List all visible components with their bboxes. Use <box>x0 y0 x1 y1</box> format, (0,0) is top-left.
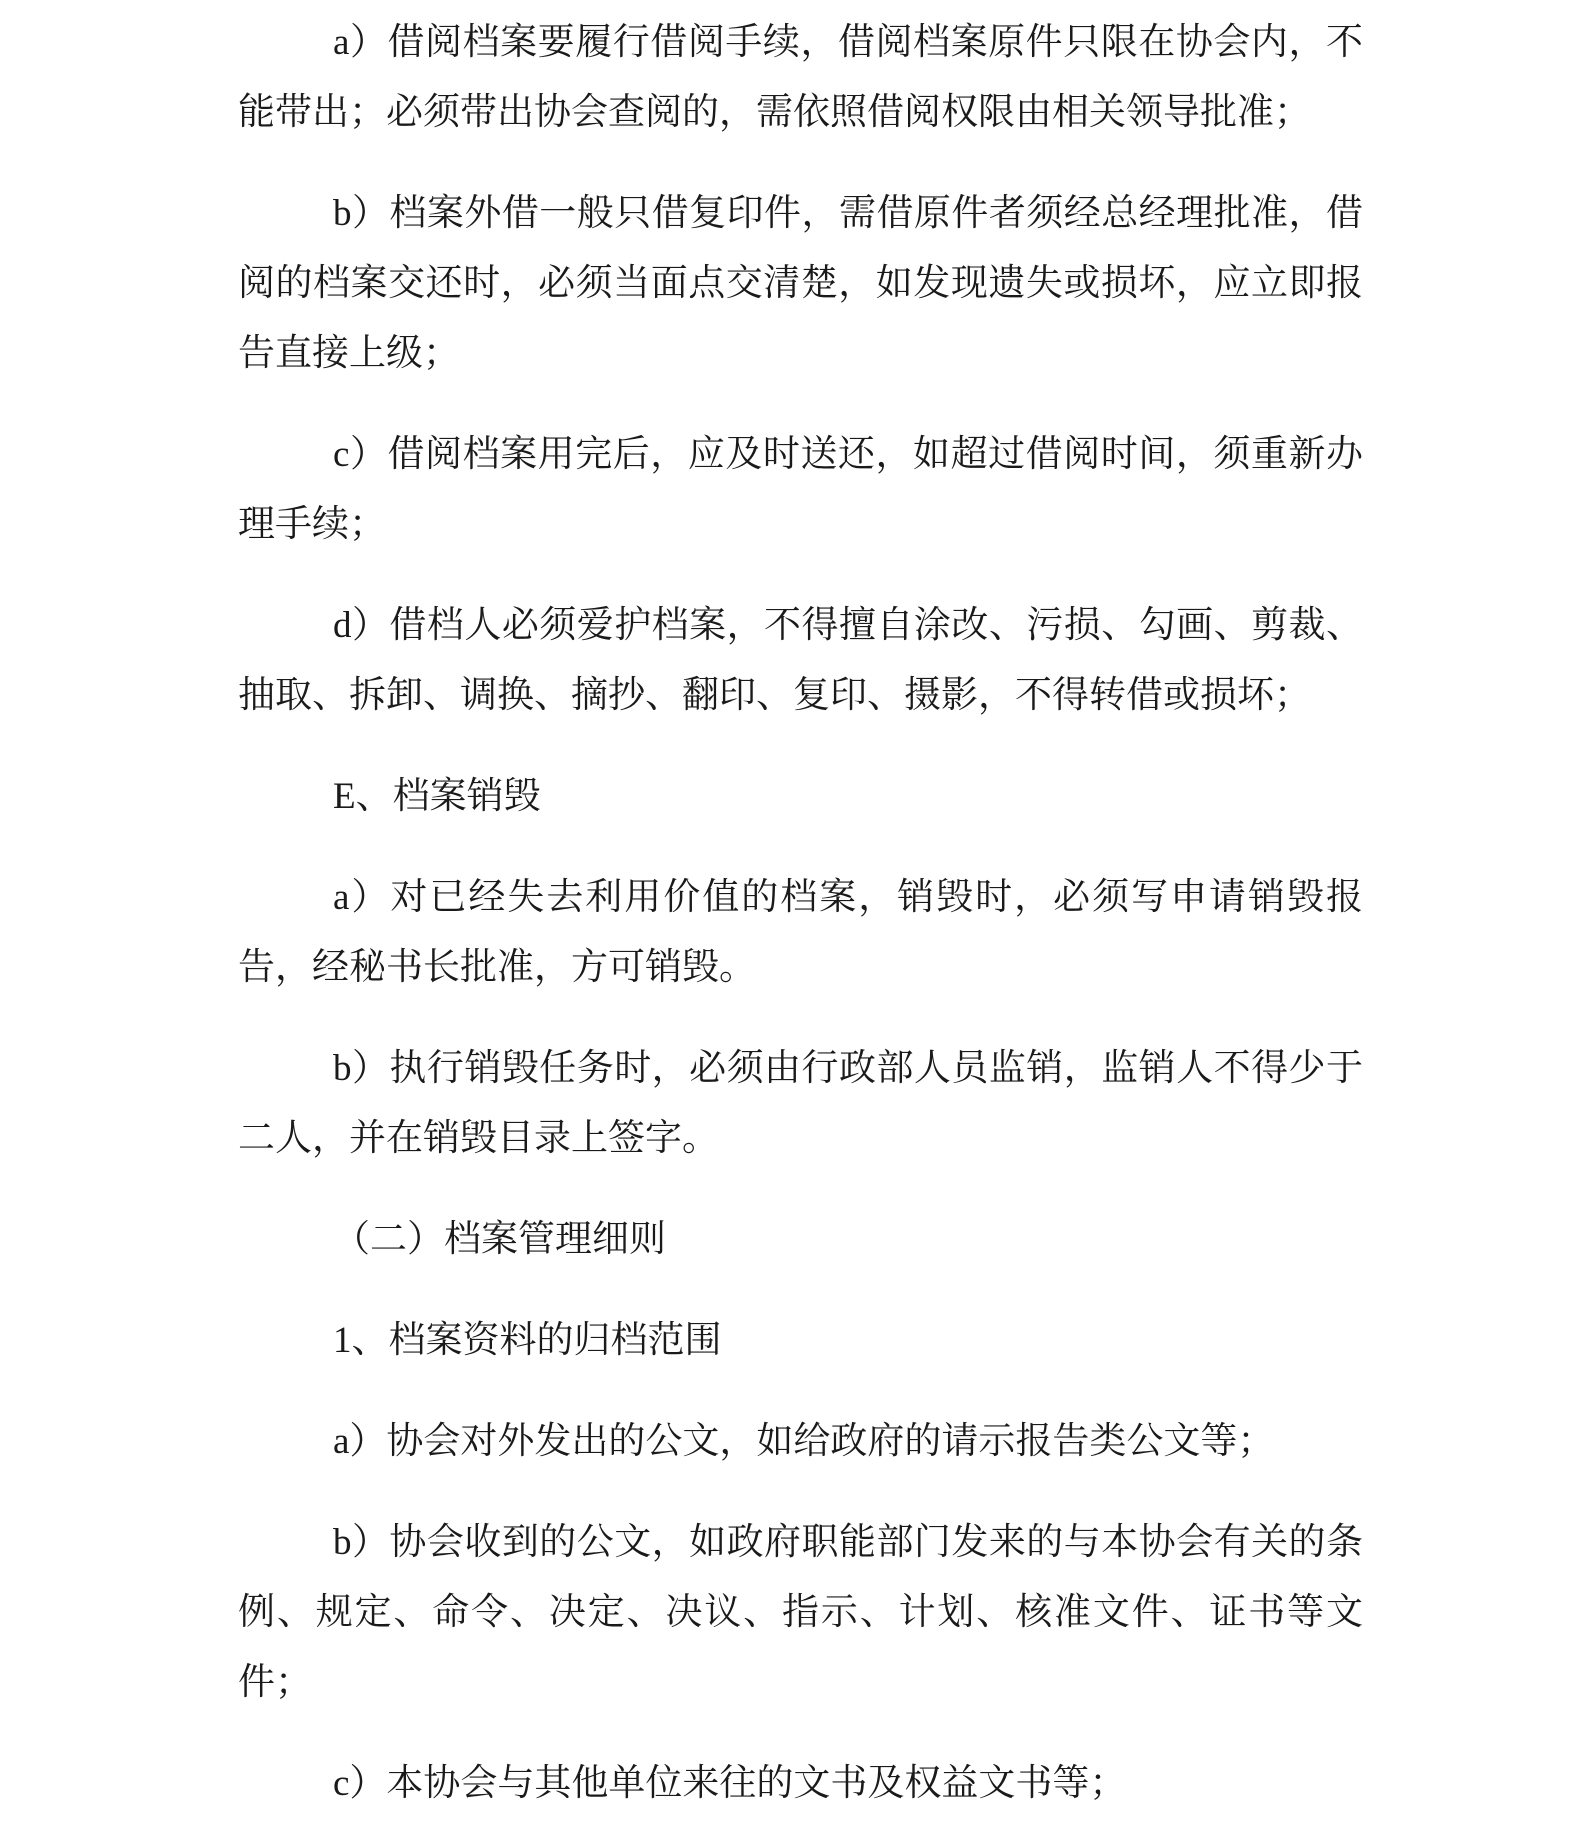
section-heading-archive-management-rules: （二）档案管理细则 <box>333 1219 666 1260</box>
document-paragraph: c）借阅档案用完后，应及时送还，如超过借阅时间，须重新办理手续； <box>238 434 1363 545</box>
document-paragraph: d）借档人必须爱护档案，不得擅自涂改、污损、勾画、剪裁、抽取、拆卸、调换、摘抄、翻印、复印、摄影，不得转借或损坏； <box>238 605 1363 716</box>
document-paragraph: a）对已经失去利用价值的档案，销毁时，必须写申请销毁报告，经秘书长批准，方可销毁。 <box>238 877 1363 988</box>
section-heading-filing-scope: 1、档案资料的归档范围 <box>333 1320 722 1361</box>
document-paragraph: a）借阅档案要履行借阅手续，借阅档案原件只限在协会内，不能带出；必须带出协会查阅的，需依照借阅权限由相关领导批准； <box>238 22 1363 133</box>
document-paragraph: b）档案外借一般只借复印件，需借原件者须经总经理批准，借阅的档案交还时，必须当面点交清楚，如发现遗失或损坏，应立即报告直接上级； <box>238 193 1363 374</box>
document-paragraph: b）执行销毁任务时，必须由行政部人员监销，监销人不得少于二人，并在销毁目录上签字。 <box>238 1048 1363 1159</box>
section-heading-archive-destruction: E、档案销毁 <box>333 776 541 817</box>
document-paragraph: a）协会对外发出的公文，如给政府的请示报告类公文等； <box>333 1421 1275 1462</box>
document-paragraph: b）协会收到的公文，如政府职能部门发来的与本协会有关的条例、规定、命令、决定、决议、指示、计划、核准文件、证书等文件； <box>238 1522 1363 1703</box>
document-paragraph: c）本协会与其他单位来往的文书及权益文书等； <box>333 1763 1127 1804</box>
